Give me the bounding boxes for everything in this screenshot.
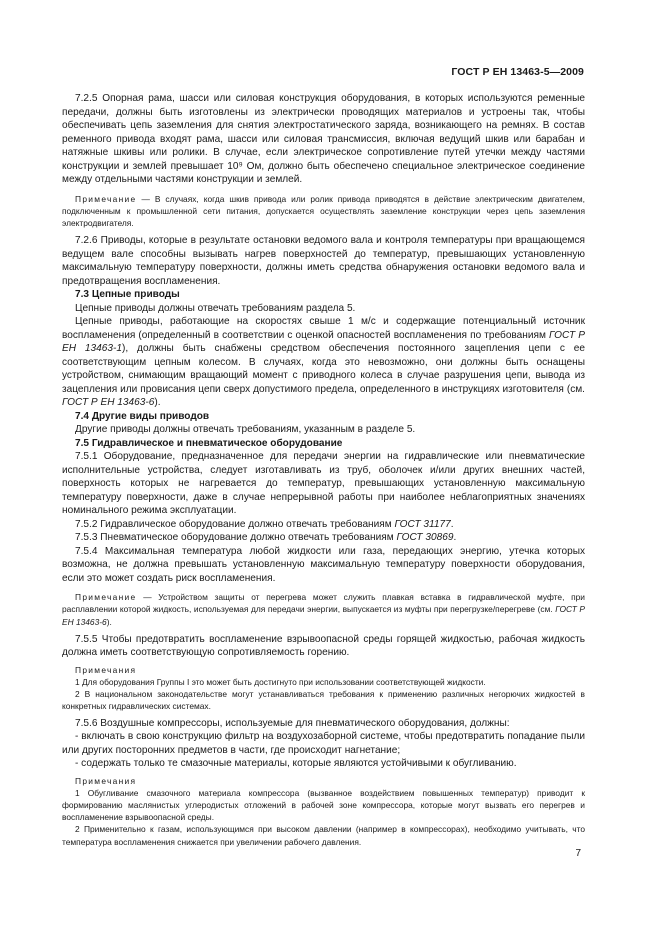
standard-reference: ГОСТ Р ЕН 13463-6 — [62, 604, 585, 627]
paragraph-7-5-2 — [62, 518, 585, 532]
notes-7-5-6 — [62, 775, 585, 848]
text-run: 7.5.2 Гидравлическое оборудование должно отвечать требованиям — [75, 518, 395, 530]
paragraph-7-3-a: Цепные приводы должны отвечать требованиям раздела 5. — [75, 302, 356, 314]
notes-header: Примечания — [75, 775, 137, 786]
text-run: . — [450, 518, 454, 530]
section-heading-7-4: 7.4 Другие виды приводов — [75, 410, 210, 422]
text-run: ), должны быть снабжены средством обеспечения постоянного зацепления цепи с ее соответствующим цепным колесом. В случаях, когда это невозможно, они должны быть оснащены устройством, снимающим вращающий момент с приводного колеса в случае разрушения цепи, вывода из зацепления или провисания цепи сверх допустимого предела, определенного в инструкциях изготовителя (см. — [62, 343, 586, 395]
document-body — [62, 92, 585, 852]
notes-7-5-5 — [62, 664, 585, 713]
paragraph-7-5-1: 7.5.1 Оборудование, предназначенное для передачи энергии на гидравлические или пневматические исполнительные устройства, следует изготавливать из труб, оболочек и/или других внешних частей, поверхность которых не нагревается до температур, превышающих установленную максимальную температуру поверхности, даже в случае непрерывной работы при наиболее неблагоприятных значениях номинального режима эксплуатации. — [62, 451, 585, 517]
paragraph-7-3-b — [62, 315, 585, 410]
list-item: - содержать только те смазочные материалы, которые являются устойчивыми к обугливанию. — [75, 758, 517, 770]
document-header: ГОСТ Р ЕН 13463-5—2009 — [451, 66, 584, 78]
paragraph-7-5-3 — [62, 531, 585, 545]
note-item: 2 В национальном законодательстве могут устанавливаться требования к применению различных негорючих жидкостей в конкретных гидравлических системах. — [62, 689, 585, 712]
note-text: — В случаях, когда шкив привода или ролик привода приводятся в действие электрическим двигателем, подключенным к промышленной сети питания, допускается осуществлять заземление конструкции через цепь заземления электродвигателя. — [62, 193, 585, 228]
text-run: . — [453, 532, 457, 544]
paragraph-7-5-6: 7.5.6 Воздушные компрессоры, используемые для пневматического оборудования, должны: — [75, 717, 510, 729]
note-text: ). — [106, 616, 112, 627]
text-run: 7.5.3 Пневматическое оборудование должно отвечать требованиям — [75, 532, 397, 544]
standard-reference: ГОСТ Р ЕН 13463-1 — [62, 329, 585, 355]
notes-header: Примечания — [75, 664, 137, 675]
note-label: Примечание — [75, 592, 137, 603]
note-text: — Устройством защиты от перегрева может служить плавкая вставка в гидравлической муфте, при расплавлении которой жидкость, используемая для передачи энергии, выпускается из муфты при перегрузке/перегреве (см. — [62, 592, 585, 615]
section-heading-7-3: 7.3 Цепные приводы — [75, 289, 180, 301]
paragraph-7-5-5: 7.5.5 Чтобы предотвратить воспламенение взрывоопасной среды горящей жидкостью, рабочая жидкость должна иметь соответствующую сопротивляемость горению. — [62, 633, 585, 659]
standard-reference: ГОСТ 31177 — [394, 518, 451, 530]
note-label: Примечание — [75, 193, 137, 204]
paragraph-7-5-4: 7.5.4 Максимальная температура любой жидкости или газа, передающих энергию, утечка которых возможна, не должна превышать установленную максимальную температуру поверхности оборудования, если это может создать риск воспламенения. — [62, 545, 585, 584]
paragraph-7-4: Другие приводы должны отвечать требованиям, указанным в разделе 5. — [75, 424, 416, 436]
note-7-2-5 — [62, 193, 585, 230]
note-item: 2 Применительно к газам, использующимся при высоком давлении (например в компрессорах), необходимо учитывать, что температура воспламенения снижается при увеличении рабочего давления. — [62, 824, 585, 847]
standard-reference: ГОСТ Р ЕН 13463-6 — [62, 397, 155, 409]
text-run: ). — [154, 397, 161, 409]
standard-reference: ГОСТ 30869 — [396, 532, 454, 544]
page-number: 7 — [575, 848, 581, 859]
note-item: 1 Обугливание смазочного материала компрессора (вызванное воздействием повышенных температур) приводит к формированию маслянистых углеродистых отложений в рабочей зоне компрессора, которые могут вызвать его перегрев и воспламенение взрывоопасной среды. — [62, 787, 585, 823]
paragraph-7-2-5: 7.2.5 Опорная рама, шасси или силовая конструкция оборудования, в которых используются ременные передачи, должны быть изготовлены из электрически проводящих материалов и устроены так, чтобы обеспечивать цепь заземления для снятия электростатического заряда, возникающего на ремнях. В состав ременного привода входят рама, шасси или силовая трансмиссия, включая ведущий шкив или барабан и натяжные шкивы или ролики. В случае, если электрическое сопротивление путей утечки между частями конструкции и землей превышает 10⁹ Ом, должно быть обеспечено специальное электрическое соединение между отдельными частями конструкции и землей. — [62, 93, 585, 185]
paragraph-7-2-6: 7.2.6 Приводы, которые в результате остановки ведомого вала и контроля температуры при вращающемся ведущем вале способны вызывать нагрев поверхностей до температур, превышающих установленную максимальную температуру поверхности, должны иметь средства обнаружения остановки ведомого вала и предотвращения воспламенения. — [62, 235, 585, 287]
list-item: - включать в свою конструкцию фильтр на воздухозаборной системе, чтобы предотвратить попадание пыли или других посторонних предметов в части, где происходит нагнетание; — [62, 731, 585, 756]
note-item: 1 Для оборудования Группы I это может быть достигнуто при использовании соответствующей жидкости. — [75, 676, 486, 687]
note-7-5-4 — [62, 591, 585, 628]
section-heading-7-5: 7.5 Гидравлическое и пневматическое оборудование — [75, 437, 343, 449]
text-run: Цепные приводы, работающие на скоростях свыше 1 м/с и содержащие потенциальный источник воспламенения (определенный в соответствии с оценкой опасностей воспламенения по требованиям — [62, 316, 585, 341]
